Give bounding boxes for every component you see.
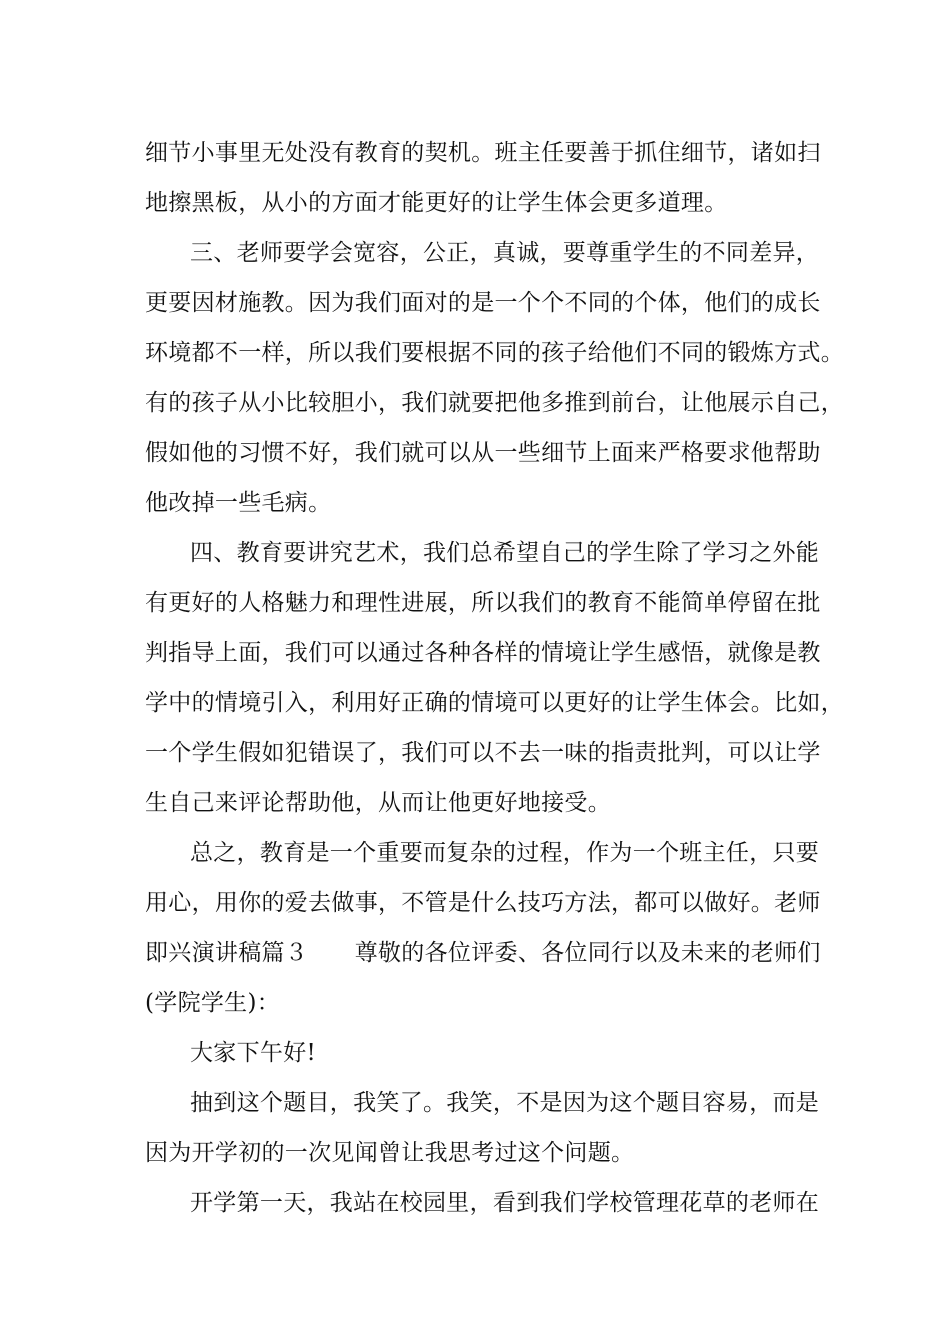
text-line-1: 细节小事里无处没有教育的契机。班主任要善于抓住细节，诸如扫 xyxy=(145,140,821,166)
text-line-2: 地擦黑板，从小的方面才能更好的让学生体会更多道理。 xyxy=(145,190,728,216)
text-line-8: 他改掉一些毛病。 xyxy=(145,490,332,516)
text-line-11: 判指导上面，我们可以通过各种各样的情境让学生感悟，就像是教 xyxy=(145,640,821,666)
text-line-16: 用心，用你的爱去做事，不管是什么技巧方法，都可以做好。老师 xyxy=(145,890,821,916)
text-line-5: 环境都不一样，所以我们要根据不同的孩子给他们不同的锻炼方式。 xyxy=(145,340,844,366)
text-line-14: 生自己来评论帮助他，从而让他更好地接受。 xyxy=(145,790,611,816)
text-line-3: 三、老师要学会宽容，公正，真诚，要尊重学生的不同差异， xyxy=(190,240,820,266)
text-line-13: 一个学生假如犯错误了，我们可以不去一味的指责批判，可以让学 xyxy=(145,740,821,766)
text-line-20: 抽到这个题目，我笑了。我笑，不是因为这个题目容易，而是 xyxy=(190,1090,820,1116)
text-line-19: 大家下午好! xyxy=(190,1040,317,1066)
text-line-4: 更要因材施教。因为我们面对的是一个个不同的个体，他们的成长 xyxy=(145,290,821,316)
text-line-22: 开学第一天，我站在校园里，看到我们学校管理花草的老师在 xyxy=(190,1190,820,1216)
text-line-17: 即兴演讲稿篇３ 尊敬的各位评委、各位同行以及未来的老师们 xyxy=(145,940,821,966)
text-line-6: 有的孩子从小比较胆小，我们就要把他多推到前台，让他展示自己， xyxy=(145,390,844,416)
text-line-18: (学院学生)： xyxy=(145,990,281,1016)
text-line-10: 有更好的人格魅力和理性进展，所以我们的教育不能简单停留在批 xyxy=(145,590,821,616)
text-line-12: 学中的情境引入，利用好正确的情境可以更好的让学生体会。比如， xyxy=(145,690,844,716)
text-line-21: 因为开学初的一次见闻曾让我思考过这个问题。 xyxy=(145,1140,635,1166)
text-line-15: 总之，教育是一个重要而复杂的过程，作为一个班主任，只要 xyxy=(190,840,820,866)
text-line-7: 假如他的习惯不好，我们就可以从一些细节上面来严格要求他帮助 xyxy=(145,440,821,466)
text-line-9: 四、教育要讲究艺术，我们总希望自己的学生除了学习之外能 xyxy=(190,540,820,566)
